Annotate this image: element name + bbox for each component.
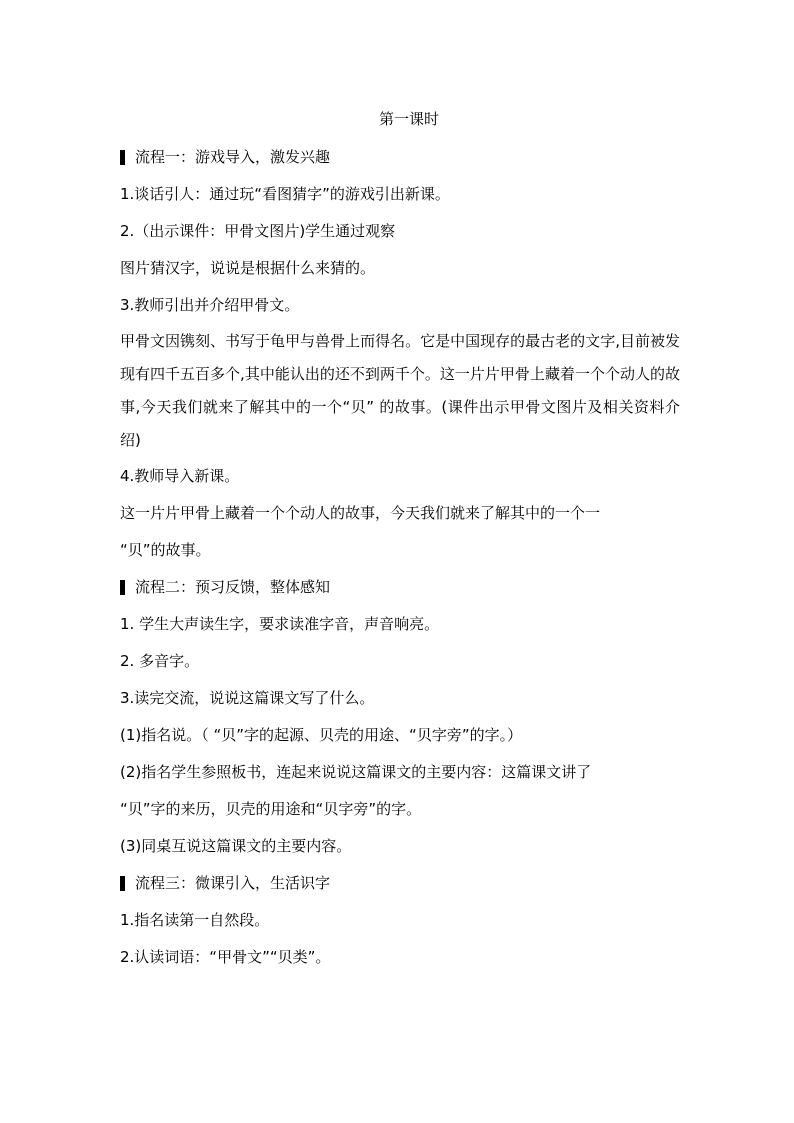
text-line: 这一片片甲骨上藏着一个个动人的故事，今天我们就来了解其中的一个一 <box>120 504 601 522</box>
text-line: 1.谈话引人：通过玩“看图猜字”的游戏引出新课。 <box>120 185 450 203</box>
text-line: 3.教师引出并介绍甲骨文。 <box>120 296 300 314</box>
text-line: 2.认读词语：“甲骨文”“贝类”。 <box>120 948 331 966</box>
text-line: 3.读完交流，说说这篇课文写了什么。 <box>120 689 375 707</box>
text-line: “贝”字的来历，贝壳的用途和“贝字旁”的字。 <box>120 800 422 818</box>
section-heading-text: 流程二：预习反馈，整体感知 <box>135 578 331 596</box>
section-heading-1 <box>120 146 680 168</box>
text-line: 1.指名读第一自然段。 <box>120 911 270 929</box>
lesson-title: 第一课时 <box>378 110 439 128</box>
text-line: 图片猜汉字，说说是根据什么来猜的。 <box>120 259 376 277</box>
text-line: 2. 多音字。 <box>120 652 200 670</box>
section-heading-text: 流程一：游戏导入，激发兴趣 <box>135 148 331 166</box>
paragraph-oracle-bone: 甲骨文因镌刻、书写于龟甲与兽骨上而得名。它是中国现存的最古老的文字,目前被发现有四千五百多个,其中能认出的还不到两千个。这一片片甲骨上藏着一个个动人的故事,今天我们就来了解其中的一个“贝” 的故事。(课件出示甲骨文图片及相关资料介绍) <box>120 332 680 449</box>
text-line: (3)同桌互说这篇课文的主要内容。 <box>120 837 352 855</box>
text-line: 2.（出示课件：甲骨文图片)学生通过观察 <box>120 222 396 240</box>
document-page <box>120 108 680 983</box>
text-line: 1. 学生大声读生字，要求读准字音，声音响亮。 <box>120 615 440 633</box>
text-line: “贝”的故事。 <box>120 541 211 559</box>
section-marker-icon <box>120 876 125 891</box>
section-marker-icon <box>120 150 125 165</box>
text-line: (1)指名说。（ “贝”字的起源、贝壳的用途、“贝字旁”的字。） <box>120 726 523 744</box>
text-line: 4.教师导入新课。 <box>120 467 240 485</box>
section-heading-2 <box>120 576 680 598</box>
text-line: (2)指名学生参照板书，连起来说说这篇课文的主要内容：这篇课文讲了 <box>120 763 592 781</box>
section-heading-3 <box>120 872 680 894</box>
section-marker-icon <box>120 580 125 595</box>
section-heading-text: 流程三：微课引入，生活识字 <box>135 874 331 892</box>
